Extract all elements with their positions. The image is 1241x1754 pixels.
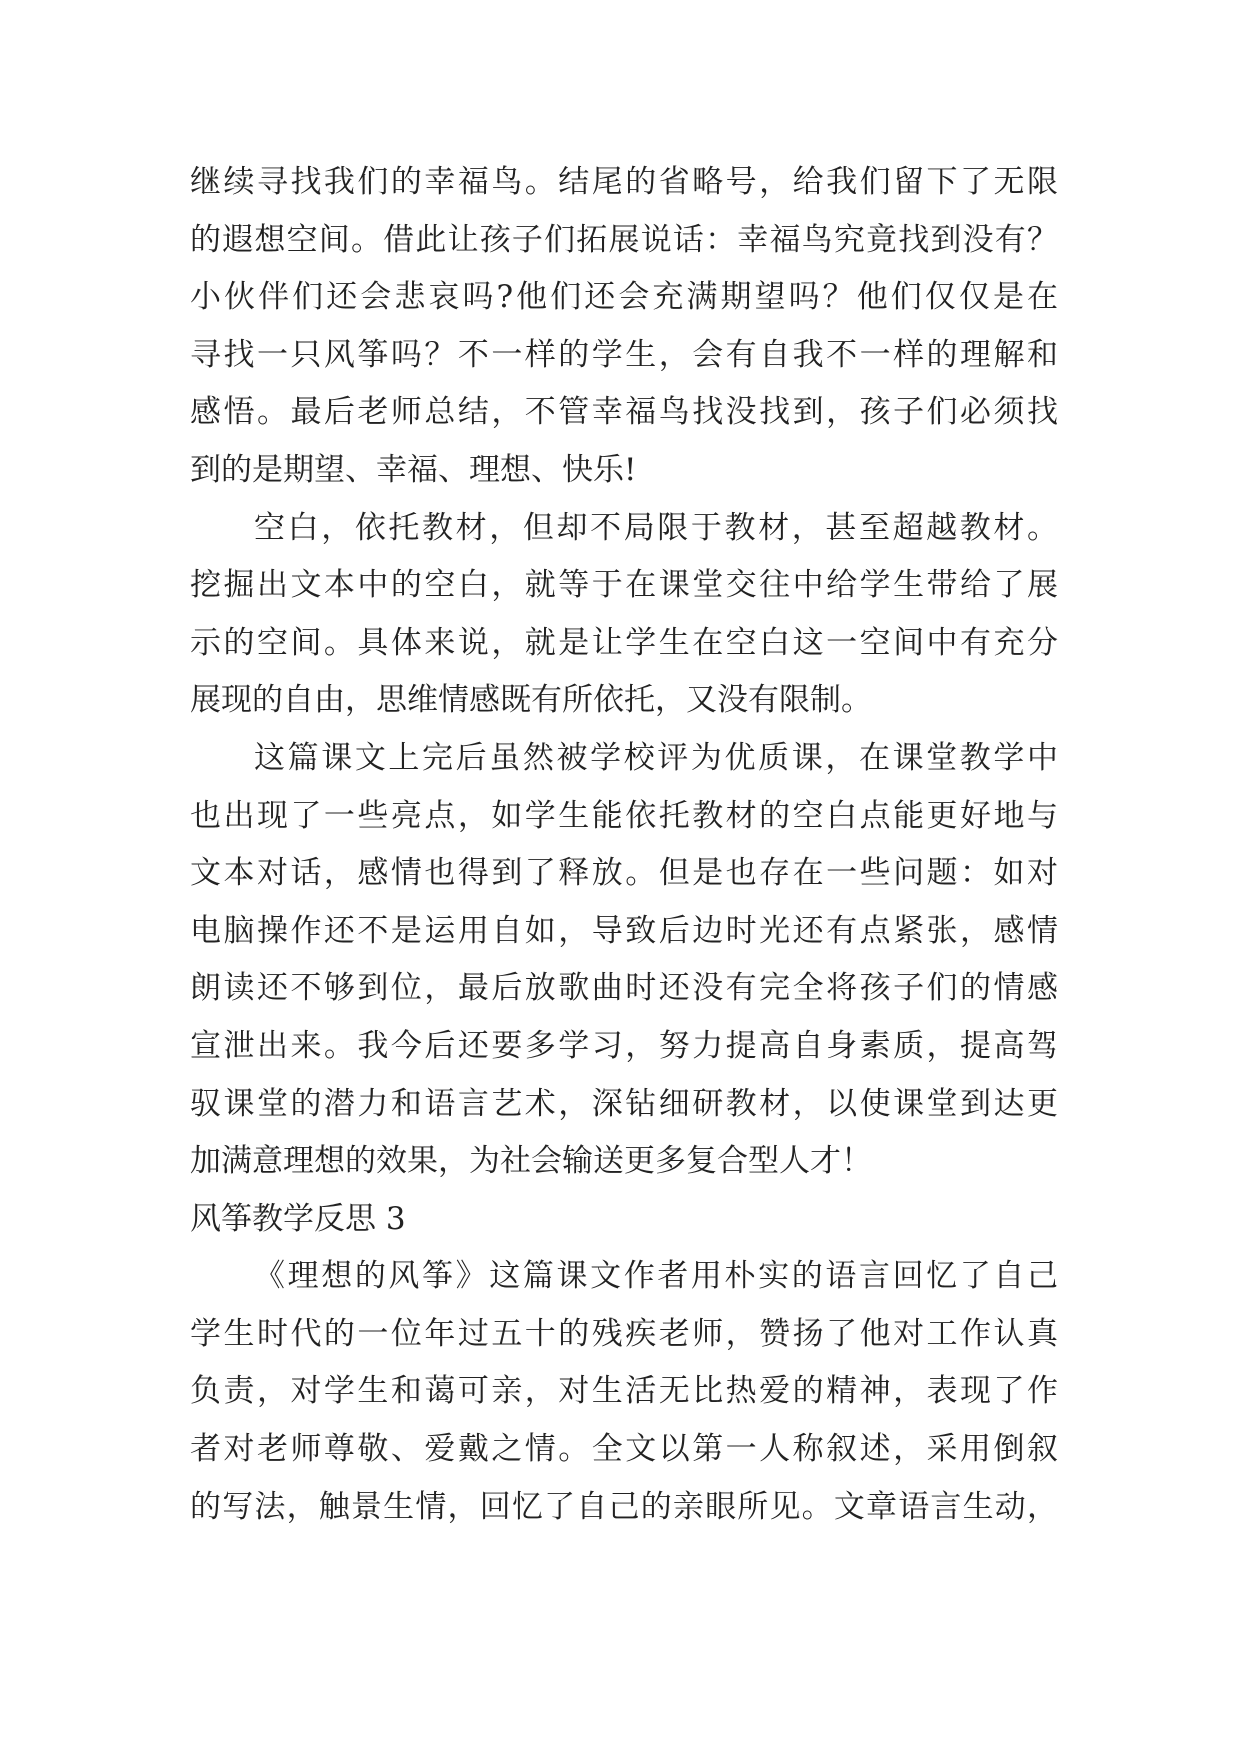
- document-page: [190, 154, 1058, 1536]
- text-line: 感悟。最后老师总结，不管幸福鸟找没找到，孩子们必须找: [190, 394, 1058, 431]
- text-line: 继续寻找我们的幸福鸟。结尾的省略号，给我们留下了无限: [190, 164, 1058, 200]
- text-line: 也出现了一些亮点，如学生能依托教材的空白点能更好地与: [190, 797, 1058, 834]
- text-line: 加满意理想的效果，为社会输送更多复合型人才！: [190, 1143, 872, 1180]
- text-line: 到的是期望、幸福、理想、快乐!: [190, 451, 637, 488]
- text-line: 的写法，触景生情，回忆了自己的亲眼所见。文章语言生动，: [190, 1488, 1058, 1525]
- text-line: 挖掘出文本中的空白，就等于在课堂交往中给学生带给了展: [190, 567, 1058, 604]
- text-line: 展现的自由，思维情感既有所依托，又没有限制。: [190, 682, 872, 719]
- text-line: 电脑操作还不是运用自如，导致后边时光还有点紧张，感情: [190, 912, 1058, 949]
- text-line: 空白，依托教材，但却不局限于教材，甚至超越教材。: [254, 509, 1058, 546]
- paragraph-4: [190, 1248, 1058, 1536]
- text-line: 小伙伴们还会悲哀吗?他们还会充满期望吗？他们仅仅是在: [190, 279, 1058, 316]
- text-line: 这篇课文上完后虽然被学校评为优质课，在课堂教学中: [254, 739, 1058, 776]
- text-line: 者对老师尊敬、爱戴之情。全文以第一人称叙述，采用倒叙: [190, 1431, 1058, 1468]
- text-line: 负责，对学生和蔼可亲，对生活无比热爱的精神，表现了作: [190, 1373, 1058, 1410]
- text-line: 《理想的风筝》这篇课文作者用朴实的语言回忆了自己: [254, 1258, 1058, 1295]
- section-heading: 风筝教学反思 3: [190, 1200, 406, 1237]
- paragraph-2: [190, 500, 1058, 730]
- text-line: 学生时代的一位年过五十的残疾老师，赞扬了他对工作认真: [190, 1315, 1058, 1352]
- text-line: 示的空间。具体来说，就是让学生在空白这一空间中有充分: [190, 624, 1058, 661]
- text-line: 文本对话，感情也得到了释放。但是也存在一些问题：如对: [190, 855, 1058, 892]
- text-line: 驭课堂的潜力和语言艺术，深钻细研教材，以使课堂到达更: [190, 1085, 1058, 1122]
- text-line: 宣泄出来。我今后还要多学习，努力提高自身素质，提高驾: [190, 1027, 1058, 1064]
- text-line: 的遐想空间。借此让孩子们拓展说话：幸福鸟究竟找到没有？: [190, 221, 1058, 258]
- paragraph-1: [190, 154, 1058, 500]
- text-line: 寻找一只风筝吗？不一样的学生，会有自我不一样的理解和: [190, 336, 1058, 373]
- paragraph-3: [190, 730, 1058, 1191]
- text-line: 朗读还不够到位，最后放歌曲时还没有完全将孩子们的情感: [190, 970, 1058, 1007]
